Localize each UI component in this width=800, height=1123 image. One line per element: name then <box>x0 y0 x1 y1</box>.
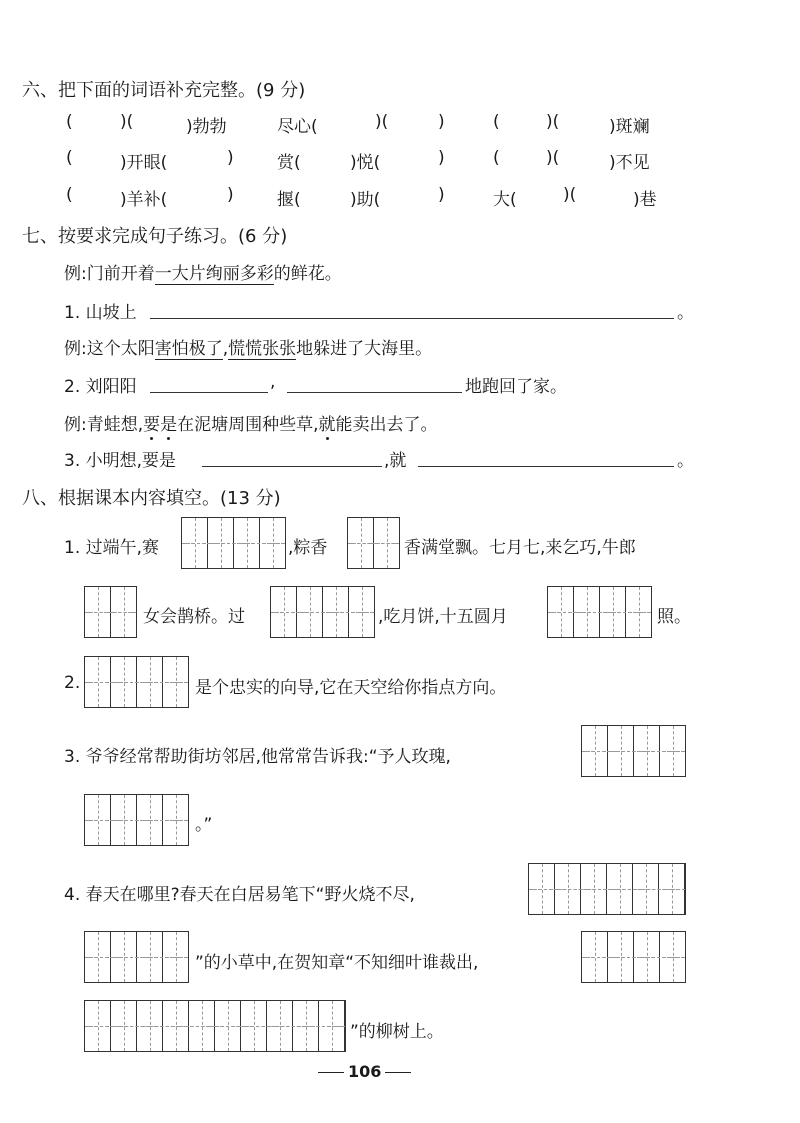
grid-cell-midline <box>284 587 285 637</box>
grid-cell-midline <box>150 657 151 707</box>
idiom-part: )斑斓 <box>609 117 650 137</box>
example-text: 能卖出去了。 <box>335 415 438 435</box>
dotted-char: 要 <box>143 415 161 435</box>
grid-cell-midline <box>594 864 595 914</box>
q8-1-text-f: 照。 <box>657 607 691 627</box>
grid-cell-midline <box>176 657 177 707</box>
idiom-part: ( <box>493 112 500 132</box>
idiom-part: )助( <box>350 190 381 210</box>
writing-grid-4[interactable] <box>84 931 189 983</box>
grid-cell-midline <box>336 587 337 637</box>
writing-grid-4[interactable] <box>547 586 652 638</box>
grid-cell-midline <box>221 518 222 568</box>
answer-line-3b[interactable] <box>418 466 674 467</box>
writing-grid-4[interactable] <box>581 931 686 983</box>
writing-grid-4[interactable] <box>84 656 189 708</box>
grid-cell-midline <box>98 795 99 845</box>
question-1-label: 1. 山坡上 <box>64 303 137 323</box>
idiom-part: )( <box>546 112 560 132</box>
example-underlined: 一大片绚丽多彩 <box>154 264 274 284</box>
page-number: 106 <box>348 1062 382 1081</box>
grid-cell-midline <box>672 864 673 914</box>
answer-line-3a[interactable] <box>202 466 382 467</box>
grid-cell-midline <box>176 932 177 982</box>
idiom-part: )巷 <box>633 190 657 210</box>
question-2-label: 2. 刘阳阳 <box>64 377 137 397</box>
idiom-part: ) <box>438 185 445 205</box>
example-text: 例:青蛙想, <box>64 415 144 435</box>
example-3 <box>64 410 438 435</box>
grid-cell-midline <box>98 1001 99 1051</box>
question-3-end: 。 <box>677 451 694 471</box>
grid-cell-midline <box>542 864 543 914</box>
grid-cell-midline <box>254 1001 255 1051</box>
grid-cell-midline <box>306 1001 307 1051</box>
idiom-part: )开眼( <box>120 153 168 173</box>
grid-cell-midline <box>176 1001 177 1051</box>
idiom-part: ) <box>438 148 445 168</box>
dotted-char: 就 <box>318 415 336 435</box>
footer-rule-left <box>318 1072 344 1073</box>
q8-3-text-a: 3. 爷爷经常帮助街坊邻居,他常常告诉我:“予人玫瑰, <box>64 747 451 767</box>
q8-1-text-b: ,粽香 <box>288 538 328 558</box>
idiom-part: ) <box>227 148 234 168</box>
idiom-part: 赏( <box>277 153 301 173</box>
grid-cell-midline <box>124 657 125 707</box>
idiom-part: ( <box>493 148 500 168</box>
section-8-title: 八、根据课本内容填空。(13 分) <box>22 488 281 509</box>
idiom-part: ( <box>66 112 73 132</box>
example-text: 的鲜花。 <box>273 264 342 284</box>
answer-line-2a[interactable] <box>150 392 268 393</box>
question-2-comma: , <box>270 372 276 392</box>
example-2 <box>64 334 432 359</box>
grid-cell-midline <box>595 726 596 776</box>
grid-cell-midline <box>639 587 640 637</box>
grid-cell-midline <box>98 932 99 982</box>
idiom-part: )( <box>375 112 389 132</box>
grid-cell-midline <box>387 518 388 568</box>
dotted-char: 是 <box>160 415 178 435</box>
grid-cell-midline <box>587 587 588 637</box>
grid-cell-midline <box>673 726 674 776</box>
grid-cell-midline <box>620 864 621 914</box>
q8-1-text-d: 女会鹊桥。过 <box>143 607 245 627</box>
grid-cell-midline <box>98 587 99 637</box>
grid-cell-midline <box>195 518 196 568</box>
section-7-title: 七、按要求完成句子练习。(6 分) <box>22 226 288 247</box>
grid-cell-midline <box>568 864 569 914</box>
grid-cell-midline <box>310 587 311 637</box>
idiom-part: )羊补( <box>120 190 168 210</box>
idiom-part: )勃勃 <box>186 117 227 137</box>
idiom-part: 大( <box>493 190 517 210</box>
q8-2-label: 2. <box>64 673 81 693</box>
grid-cell-midline <box>613 587 614 637</box>
idiom-part: )不见 <box>609 153 650 173</box>
grid-cell-midline <box>280 1001 281 1051</box>
example-underlined: 害怕极了 <box>154 339 223 359</box>
grid-cell-midline <box>150 795 151 845</box>
grid-cell-midline <box>646 864 647 914</box>
writing-grid-4[interactable] <box>581 725 686 777</box>
idiom-part: ) <box>438 112 445 132</box>
grid-cell-midline <box>647 726 648 776</box>
idiom-part: ( <box>66 185 73 205</box>
idiom-part: 尽心( <box>277 117 318 137</box>
example-1 <box>64 259 342 284</box>
grid-cell-midline <box>673 932 674 982</box>
grid-cell-midline <box>273 518 274 568</box>
grid-cell-midline <box>124 795 125 845</box>
q8-2-text: 是个忠实的向导,它在天空给你指点方向。 <box>195 678 507 698</box>
example-text: 例:门前开着 <box>64 264 155 284</box>
writing-grid-2[interactable] <box>347 517 400 569</box>
grid-cell-midline <box>98 657 99 707</box>
grid-cell-midline <box>228 1001 229 1051</box>
writing-grid-6[interactable] <box>528 863 686 915</box>
grid-cell-midline <box>332 1001 333 1051</box>
idiom-part: )( <box>563 185 577 205</box>
grid-cell-midline <box>361 518 362 568</box>
section-6-title: 六、把下面的词语补充完整。(9 分) <box>22 80 306 101</box>
writing-grid-4[interactable] <box>84 794 189 846</box>
idiom-part: )( <box>546 148 560 168</box>
grid-cell-midline <box>150 1001 151 1051</box>
example-text: 在泥塘周围种些草, <box>177 415 319 435</box>
example-text: 地躲进了大海里。 <box>296 339 433 359</box>
example-text: 例:这个太阳 <box>64 339 155 359</box>
grid-cell-midline <box>362 587 363 637</box>
q8-3-text-b: 。” <box>195 815 213 835</box>
answer-line-2b[interactable] <box>287 392 462 393</box>
writing-grid-4[interactable] <box>270 586 375 638</box>
question-3-mid: ,就 <box>384 451 407 471</box>
idiom-part: )悦( <box>350 153 381 173</box>
grid-cell-midline <box>621 726 622 776</box>
idiom-part: 揠( <box>277 190 301 210</box>
grid-cell-midline <box>561 587 562 637</box>
grid-cell-midline <box>124 1001 125 1051</box>
q8-4-text-a: 4. 春天在哪里?春天在白居易笔下“野火烧不尽, <box>64 885 415 905</box>
grid-cell-midline <box>150 932 151 982</box>
q8-1-text-a: 1. 过端午,赛 <box>64 538 160 558</box>
q8-4-text-c: ”的柳树上。 <box>350 1022 444 1042</box>
question-2-end: 地跑回了家。 <box>465 377 567 397</box>
question-3-label: 3. 小明想,要是 <box>64 451 177 471</box>
footer-rule-right <box>385 1072 411 1073</box>
q8-4-text-b: ”的小草中,在贺知章“不知细叶谁裁出, <box>195 953 479 973</box>
example-text: , <box>222 339 229 359</box>
idiom-part: )( <box>120 112 134 132</box>
idiom-part: ) <box>227 185 234 205</box>
grid-cell-midline <box>621 932 622 982</box>
grid-cell-midline <box>176 795 177 845</box>
idiom-part: ( <box>66 148 73 168</box>
question-1-end: 。 <box>677 303 694 323</box>
writing-grid-2[interactable] <box>84 586 137 638</box>
grid-cell-midline <box>202 1001 203 1051</box>
writing-grid-10[interactable] <box>84 1000 346 1052</box>
q8-1-text-e: ,吃月饼,十五圆月 <box>378 607 508 627</box>
answer-line-1[interactable] <box>150 318 674 319</box>
q8-1-text-c: 香满堂飘。七月七,来乞巧,牛郎 <box>404 538 636 558</box>
example-underlined: 慌慌张张 <box>228 339 297 359</box>
grid-cell-midline <box>124 932 125 982</box>
grid-cell-midline <box>647 932 648 982</box>
grid-cell-midline <box>595 932 596 982</box>
grid-cell-midline <box>124 587 125 637</box>
writing-grid-4[interactable] <box>181 517 286 569</box>
grid-cell-midline <box>247 518 248 568</box>
